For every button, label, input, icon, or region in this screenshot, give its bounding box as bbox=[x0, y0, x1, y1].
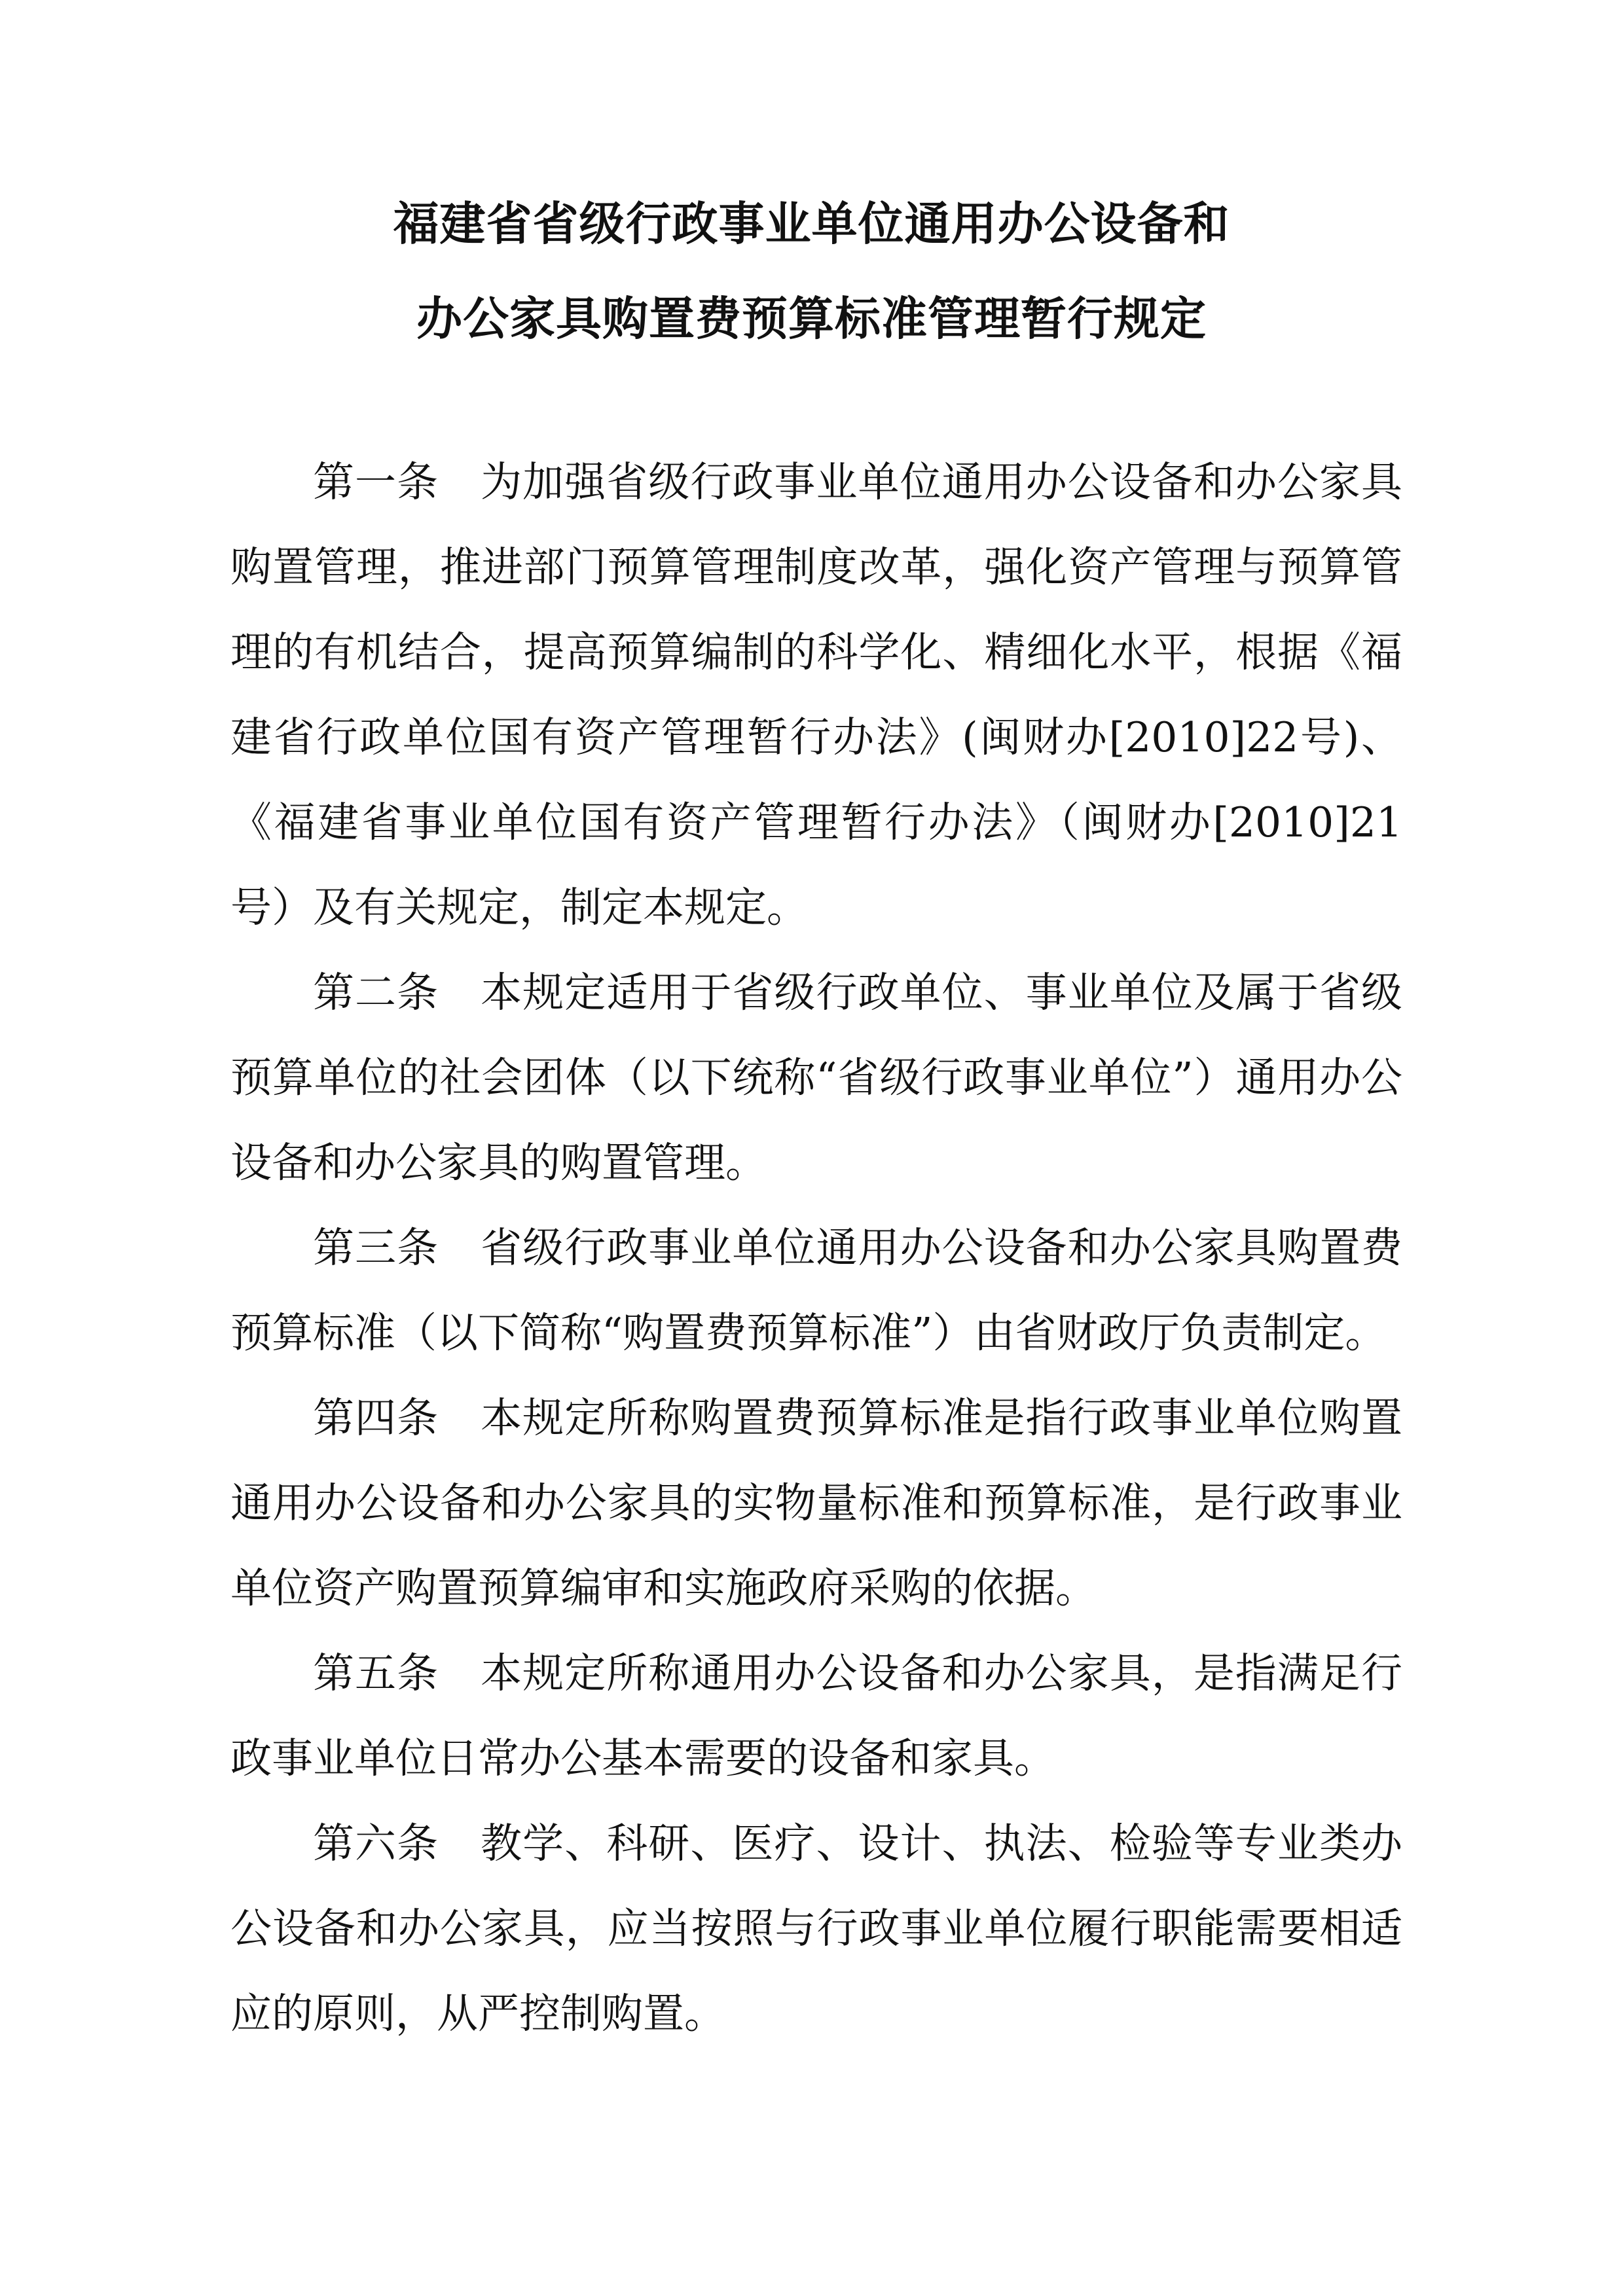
article-text: 本规定适用于省级行政单位、事业单位及属于省级预算单位的社会团体（以下统称“省级行政事业单位”）通用办公设备和办公家具的购置管理。 bbox=[230, 969, 1402, 1187]
article-label: 第一条 bbox=[313, 458, 439, 506]
article-text: 为加强省级行政事业单位通用办公设备和办公家具购置管理，推进部门预算管理制度改革，强化资产管理与预算管理的有机结合，提高预算编制的科学化、精细化水平，根据《福建省行政单位国有资产管理暂行办法》(闽财办[2010]22号)、《福建省事业单位国有资产管理暂行办法》（闽财办[2010]21号）及有关规定，制定本规定。 bbox=[230, 458, 1402, 931]
title-line-1: 福建省省级行政事业单位通用办公设备和 bbox=[393, 197, 1230, 251]
article-4 bbox=[230, 1376, 1402, 1631]
title-line-2: 办公家具购置费预算标准管理暂行规定 bbox=[416, 292, 1207, 346]
document-title bbox=[0, 177, 1623, 367]
article-text: 省级行政事业单位通用办公设备和办公家具购置费预算标准（以下简称“购置费预算标准”）由省财政厅负责制定。 bbox=[230, 1224, 1402, 1357]
article-3 bbox=[230, 1206, 1402, 1376]
article-1 bbox=[230, 440, 1402, 950]
article-text: 本规定所称通用办公设备和办公家具，是指满足行政事业单位日常办公基本需要的设备和家具。 bbox=[230, 1649, 1402, 1782]
article-text: 教学、科研、医疗、设计、执法、检验等专业类办公设备和办公家具，应当按照与行政事业单位履行职能需要相适应的原则，从严控制购置。 bbox=[230, 1820, 1402, 2037]
document-body bbox=[230, 440, 1402, 2056]
article-6 bbox=[230, 1801, 1402, 2056]
article-label: 第四条 bbox=[313, 1394, 439, 1442]
article-label: 第二条 bbox=[313, 969, 439, 1016]
article-label: 第三条 bbox=[313, 1224, 439, 1272]
article-text: 本规定所称购置费预算标准是指行政事业单位购置通用办公设备和办公家具的实物量标准和预算标准，是行政事业单位资产购置预算编审和实施政府采购的依据。 bbox=[230, 1394, 1402, 1612]
article-label: 第五条 bbox=[313, 1649, 439, 1697]
article-label: 第六条 bbox=[313, 1820, 439, 1867]
article-5 bbox=[230, 1631, 1402, 1801]
article-2 bbox=[230, 950, 1402, 1206]
